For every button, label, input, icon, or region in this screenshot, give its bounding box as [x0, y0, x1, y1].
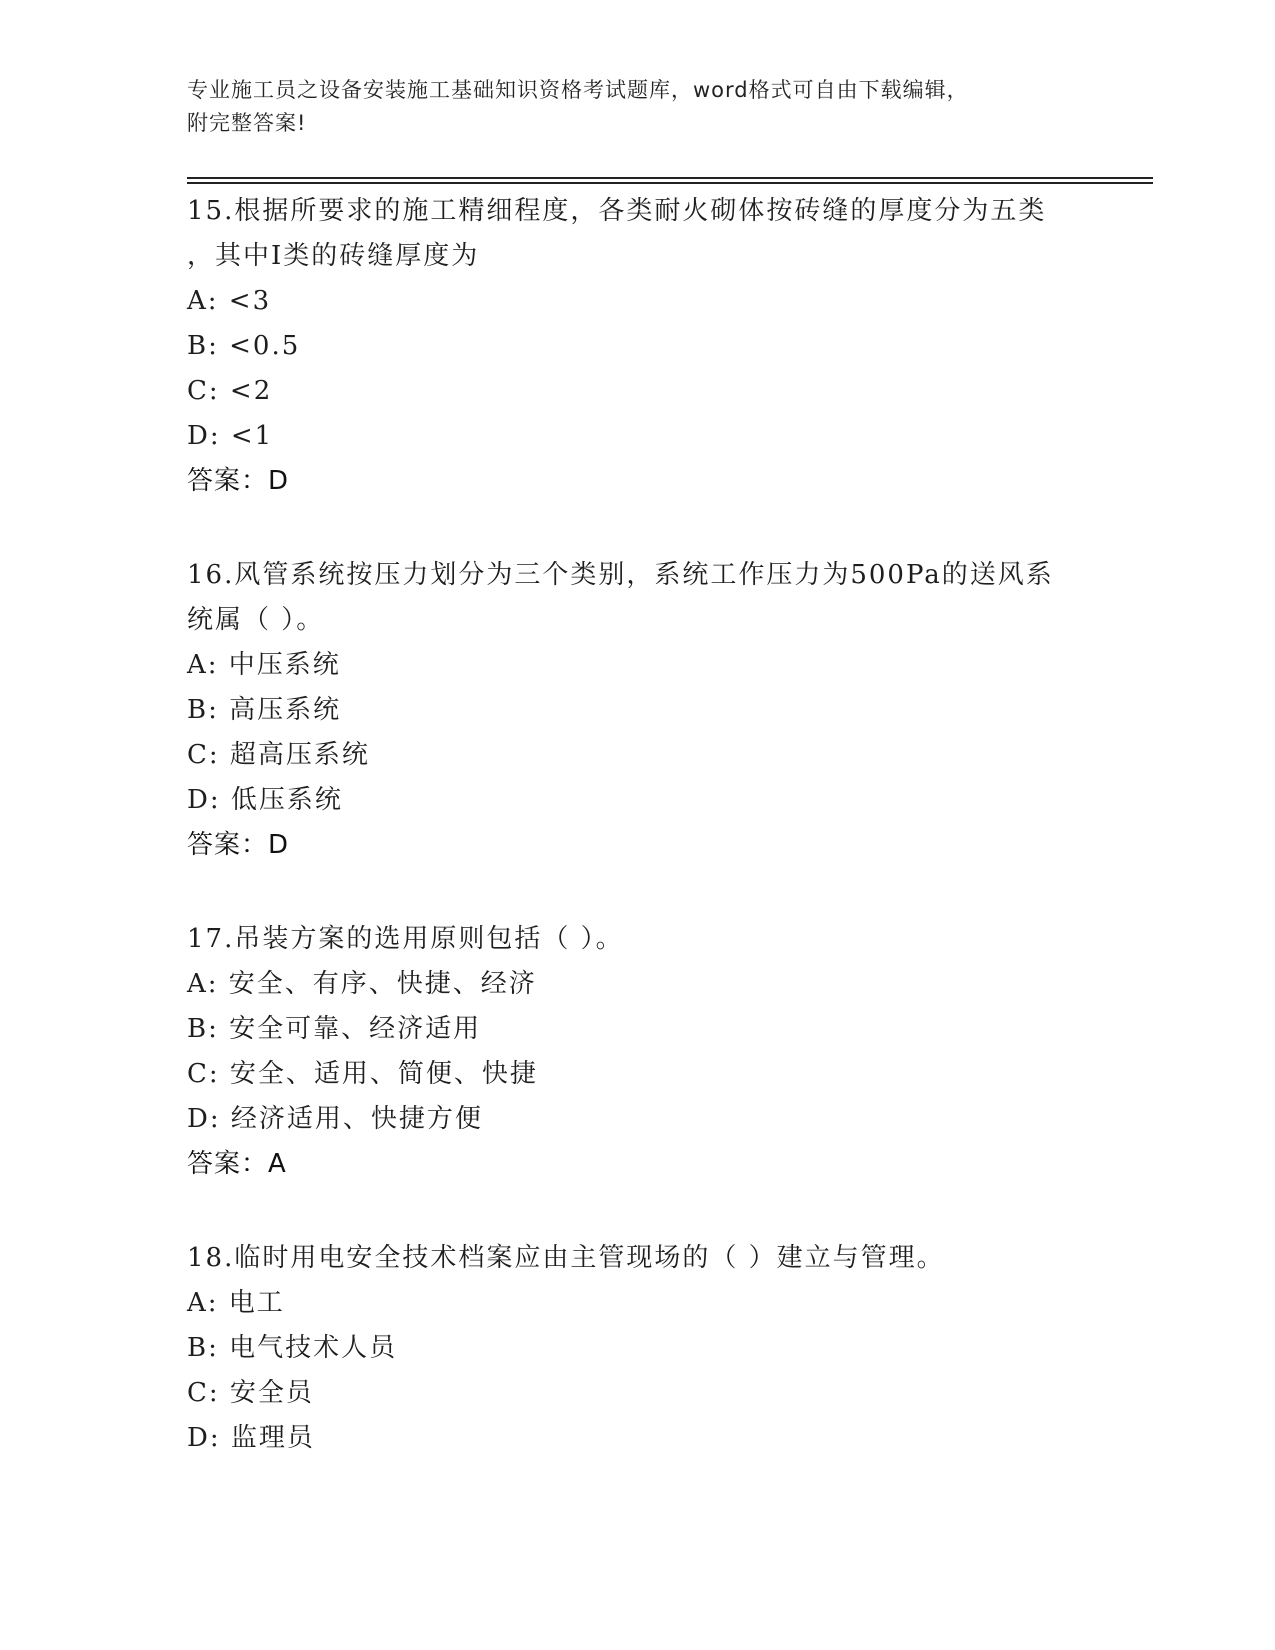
header-divider-bottom — [187, 182, 1153, 184]
answer: 答案：A — [187, 1149, 287, 1179]
document-header — [187, 74, 1087, 140]
option-a: A: 安全、有序、快捷、经济 — [187, 969, 537, 999]
header-line-2: 附完整答案! — [187, 111, 307, 135]
question-stem-line-1: 18.临时用电安全技术档案应由主管现场的（ ）建立与管理。 — [187, 1243, 945, 1273]
question-16 — [187, 553, 1087, 868]
question-stem-line-2: ，其中Ⅰ类的砖缝厚度为 — [187, 241, 480, 271]
answer: 答案：D — [187, 830, 290, 860]
answer: 答案：D — [187, 466, 290, 496]
header-divider-top — [187, 177, 1153, 179]
option-c: C: 安全、适用、简便、快捷 — [187, 1059, 538, 1089]
option-a: A: <3 — [187, 286, 272, 316]
header-line-1: 专业施工员之设备安装施工基础知识资格考试题库，word格式可自由下载编辑， — [187, 78, 969, 102]
option-a: A: 电工 — [187, 1288, 285, 1318]
option-b: B: 高压系统 — [187, 695, 342, 725]
option-a: A: 中压系统 — [187, 650, 341, 680]
question-15 — [187, 189, 1087, 504]
option-b: B: 电气技术人员 — [187, 1333, 398, 1363]
option-c: C: 安全员 — [187, 1378, 314, 1408]
question-stem-line-1: 17.吊装方案的选用原则包括（ ）。 — [187, 924, 624, 954]
option-d: D: <1 — [187, 421, 274, 451]
option-c: C: 超高压系统 — [187, 740, 370, 770]
question-stem-line-1: 16.风管系统按压力划分为三个类别，系统工作压力为500Pa的送风系 — [187, 560, 1054, 590]
question-stem-line-1: 15.根据所要求的施工精细程度，各类耐火砌体按砖缝的厚度分为五类 — [187, 196, 1047, 226]
option-d: D: 监理员 — [187, 1423, 315, 1453]
question-17 — [187, 917, 1087, 1187]
option-c: C: <2 — [187, 376, 273, 406]
option-d: D: 经济适用、快捷方便 — [187, 1104, 483, 1134]
question-stem-line-2: 统属（ ）。 — [187, 605, 325, 635]
question-18 — [187, 1236, 1087, 1461]
option-b: B: 安全可靠、经济适用 — [187, 1014, 482, 1044]
option-b: B: <0.5 — [187, 331, 301, 361]
option-d: D: 低压系统 — [187, 785, 343, 815]
